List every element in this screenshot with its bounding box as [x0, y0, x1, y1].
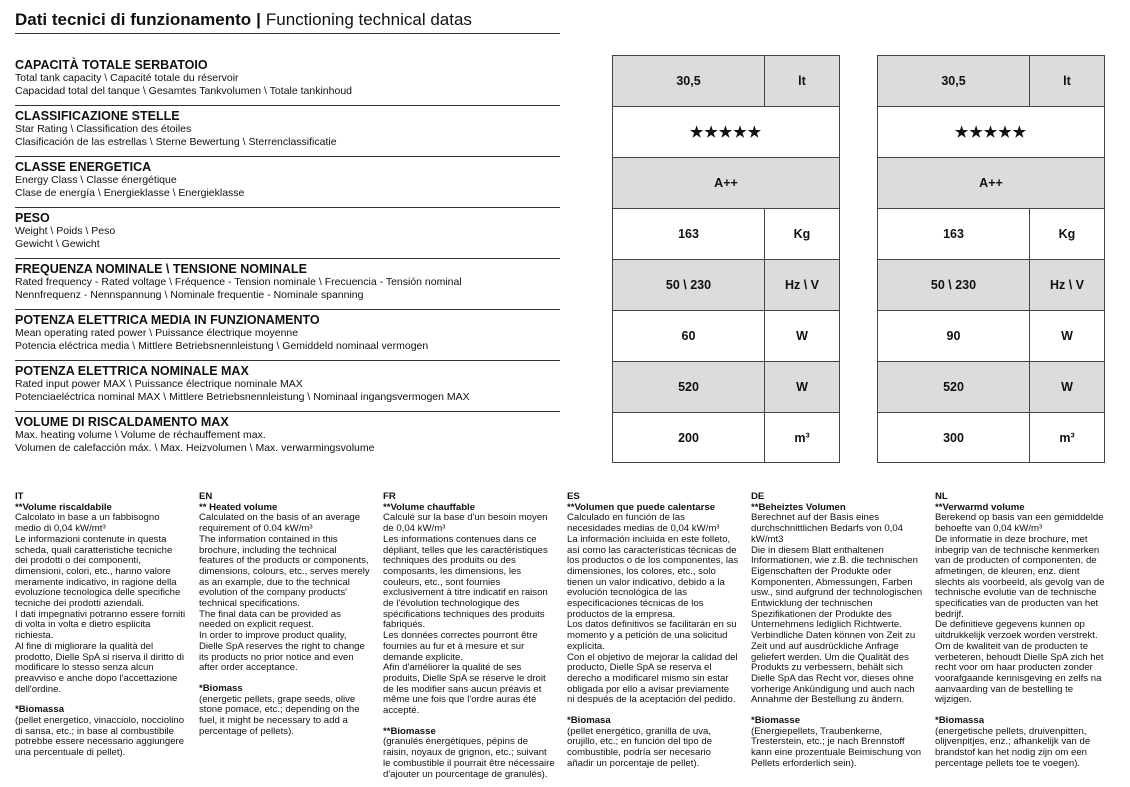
weight-unit: Kg: [764, 209, 839, 259]
note-body: Berekend op basis van een gemiddelde behoefte van 0,04 kW/m³ De informatie in deze brochure, met inbegrip van de technische kenmerken van de producten of componenten, de afmetingen, de kleuren, enz. dient slechts als voorbeeld, als gevolg van de technische evolutie van de technische specificaties van de producten van het bedrijf. De definitieve gegevens kunnen op uitdrukkelijk verzoek worden verstrekt. Om de kwaliteit van de producten te verbeteren, behoudt Dielle SpA zich het recht voor om haar producten zonder voorafgaande kennisgeving en zelfs na aanvaarding van de bestelling te wijzigen.: [935, 512, 1105, 706]
energy-class-value: A++: [979, 176, 1003, 190]
spec-title: PESO: [15, 211, 50, 225]
capacity-value: 30,5: [676, 74, 701, 88]
language-code: EN: [199, 491, 213, 502]
capacity-unit: lt: [1029, 56, 1104, 106]
weight-value: 163: [943, 227, 964, 241]
language-code: IT: [15, 491, 24, 502]
max-power-unit: W: [764, 362, 839, 412]
biomass-heading: **Biomasse: [383, 725, 436, 737]
spec-subtitle: Total tank capacity \ Capacité totale du réservoir: [15, 72, 239, 84]
spec-title: POTENZA ELETTRICA MEDIA IN FUNZIONAMENTO: [15, 313, 320, 327]
max-power-value: 520: [943, 380, 964, 394]
heating-volume-unit: m³: [764, 413, 839, 462]
language-code: DE: [751, 491, 765, 502]
mean-power-cell: [613, 311, 839, 362]
title-italian: Dati tecnici di funzionamento: [15, 10, 252, 29]
note-heading: **Volumen que puede calentarse: [567, 501, 716, 513]
notes-de: [751, 492, 923, 770]
capacity-cell: [878, 56, 1104, 107]
title-separator: |: [256, 10, 261, 29]
biomass-heading: *Biomasse: [751, 715, 801, 727]
frequency-voltage-unit: Hz \ V: [764, 260, 839, 310]
heating-volume-unit: m³: [1029, 413, 1104, 462]
spec-stars: [15, 106, 560, 157]
spec-subtitle: Clase de energía \ Energieklasse \ Energieklasse: [15, 186, 245, 199]
weight-value: 163: [678, 227, 699, 241]
heating-volume-value: 200: [678, 430, 699, 445]
max-power-cell: [878, 362, 1104, 413]
biomass-body: (energetische pellets, druivenpitten, olijvenpitjes, enz.; afhankelijk van de brandstof kan het nodig zijn om een percentage pellets toe te voegen).: [935, 725, 1091, 769]
capacity-unit: lt: [764, 56, 839, 106]
spec-subtitle: Energy Class \ Classe énergétique: [15, 174, 177, 186]
mean-power-cell: [878, 311, 1104, 362]
note-heading: **Volume chauffable: [383, 501, 476, 513]
weight-unit: Kg: [1029, 209, 1104, 259]
spec-title: CAPACITÀ TOTALE SERBATOIO: [15, 58, 208, 72]
notes-en: [199, 492, 371, 737]
title-english: Functioning technical datas: [265, 10, 472, 29]
energy-class-value: A++: [714, 176, 738, 190]
frequency-voltage-value: 50 \ 230: [930, 278, 977, 292]
spec-subtitle: Weight \ Poids \ Peso: [15, 225, 116, 237]
biomass-body: (pellet energetico, vinacciolo, nocciolino di sansa, etc.; in base al combustibile potrebbe essere necessario aggiungere una percentuale di pellet).: [15, 715, 185, 759]
mean-power-unit: W: [764, 311, 839, 361]
max-power-unit: W: [1029, 362, 1104, 412]
spec-subtitle: Capacidad total del tanque \ Gesamtes Tankvolumen \ Totale tankinhoud: [15, 84, 352, 97]
model-column-2: [877, 55, 1105, 463]
notes-nl: [935, 492, 1110, 770]
spec-subtitle: Potenciaeléctrica nominal MAX \ Mittlere Betriebsnennleistung \ Nominaal ingangsvermogen MAX: [15, 390, 470, 403]
spec-frequency-voltage: [15, 259, 560, 310]
note-body: Calcolato in base a un fabbisogno medio di 0,04 kW/mt³ Le informazioni contenute in questa scheda, quali caratteristiche tecniche dei prodotti o dei componenti, dimensioni, colori, etc., hanno valore meramente indicativo, in ragione della evoluzione tecnologica delle specifiche tecniche dei prodotti aziendali. I dati impegnativi potranno essere forniti di volta in volta e dietro esplicita richiesta. Al fine di migliorare la qualità del prodotto, Dielle SpA si riserva il diritto di modificare lo stesso senza alcun preavviso e anche dopo l'accettazione dell'ordine.: [15, 512, 186, 695]
notes-it: [15, 492, 187, 759]
biomass-body: (Energiepellets, Traubenkerne, Tresterstein, etc.; je nach Brennstoff kann eine prozentuale Beimischung von Pellets erforderlich sein).: [751, 725, 922, 769]
note-body: Calculated on the basis of an average requirement of 0.04 kW/m³ The information contained in this brochure, including the technical features of the products or components, dimensions, colours, etc., serves merely as an example, due to the technical evolution of the company products' technical specifications. The final data can be provided as needed on explicit request. In order to improve product quality, Dielle SpA reserves the right to change its products no prior notice and even after order acceptance.: [199, 512, 370, 674]
spec-title: CLASSIFICAZIONE STELLE: [15, 109, 180, 123]
capacity-value: 30,5: [941, 74, 966, 88]
page-title: [15, 10, 472, 30]
heating-volume-value: 300: [943, 430, 964, 445]
spec-subtitle: Rated frequency - Rated voltage \ Fréquence - Tension nominale \ Frecuencia - Tensión nominal: [15, 276, 462, 288]
frequency-voltage-cell: [613, 260, 839, 311]
star-rating: ★★★★★: [954, 124, 1028, 141]
note-heading: ** Heated volume: [199, 501, 278, 513]
note-body: Calculado en función de las necesidades medias de 0,04 kW/m³ La información incluida en este folleto, así como las características técnicas de los productos o de los componentes, las dimensiones, los colores, etc., solo tienen un valor indicativo, debido a la evolución tecnológica de las especificaciones técnicas de los productos de la empresa. Los datos definitivos se facilitarán en su momento y a petición de una solicitud explícita. Con el objetivo de mejorar la calidad del producto, Dielle SpA se reserva el derecho a modificarel mismo sin estar obligada por ello a avisar previamente ni después de la aceptación del pedido.: [567, 512, 739, 706]
spec-title: CLASSE ENERGETICA: [15, 160, 152, 174]
model-column-1: [612, 55, 840, 463]
note-body: Calculé sur la base d'un besoin moyen de 0,04 kW/m³ Les informations contenues dans ce dépliant, telles que les caractéristiques techniques des produits ou des composants, les dimensions, les couleurs, etc., sont fournies exclusivement à titre indicatif en raison de l'évolution technologique des spécifications techniques des produits fabriqués. Les données correctes pourront être fournies au fur et à mesure et sur demande explicite. Afin d'améliorer la qualité de ses produits, Dielle SpA se réserve le droit de les modifier sans aucun préavis et même une fois que l'ordre auras été accepté.: [383, 512, 548, 717]
heating-volume-cell: [878, 413, 1104, 462]
frequency-voltage-unit: Hz \ V: [1029, 260, 1104, 310]
stars-cell: [878, 107, 1104, 158]
max-power-value: 520: [678, 380, 699, 394]
notes-es: [567, 492, 739, 770]
capacity-cell: [613, 56, 839, 107]
biomass-heading: *Biomassa: [15, 704, 65, 716]
spec-weight: [15, 208, 560, 259]
language-code: FR: [383, 491, 396, 502]
spec-subtitle: Max. heating volume \ Volume de réchauffement max.: [15, 429, 266, 441]
spec-subtitle: Nennfrequenz - Nennspannung \ Nominale frequentie - Nominale spanning: [15, 288, 364, 301]
note-heading: **Beheiztes Volumen: [751, 501, 846, 513]
note-heading: **Verwarmd volume: [935, 501, 1025, 513]
spec-subtitle: Star Rating \ Classification des étoiles: [15, 123, 192, 135]
biomass-body: (pellet energético, granilla de uva, orujillo, etc.; en función del tipo de combustible, podría ser necesario añadir un porcentaje de pellet).: [567, 725, 713, 769]
spec-subtitle: Volumen de calefacción máx. \ Max. Heizvolumen \ Max. verwarmingsvolume: [15, 441, 375, 454]
spec-subtitle: Mean operating rated power \ Puissance électrique moyenne: [15, 327, 299, 339]
stars-cell: [613, 107, 839, 158]
star-rating: ★★★★★: [689, 124, 763, 141]
spec-subtitle: Clasificación de las estrellas \ Sterne Bewertung \ Sterrenclassificatie: [15, 135, 337, 148]
weight-cell: [878, 209, 1104, 260]
mean-power-unit: W: [1029, 311, 1104, 361]
spec-subtitle: Rated input power MAX \ Puissance électrique nominale MAX: [15, 378, 303, 390]
note-body: Berechnet auf der Basis eines durchschnittlichen Bedarfs von 0,04 kW/mt3 Die in diesem Blatt enthaltenen Informationen, wie z.B. die technischen Eigenschaften der Produkte oder Komponenten, Abmessungen, Farben usw., sind aufgrund der technologischen Entwicklung der technischen Spezifikationen der Produkte des Unternehmens lediglich Richtwerte. Verbindliche Daten können von Zeit zu Zeit und auf ausdrückliche Anfrage geliefert werden. Um die Qualität des Produkts zu verbessern, behält sich Dielle SpA das Recht vor, dieses ohne vorherige Ankündigung und auch nach Annahme der Bestellung zu ändern.: [751, 512, 923, 706]
mean-power-value: 90: [946, 329, 961, 343]
biomass-body: (granulés énergétiques, pépins de raisin, noyaux de grignon, etc.; suivant le combustible il pourrait être nécessaire d'ajouter un pourcentage de granulés).: [383, 736, 555, 780]
spec-energy-class: [15, 157, 560, 208]
spec-capacity: [15, 55, 560, 106]
biomass-heading: *Biomasa: [567, 715, 611, 727]
header-divider: [15, 33, 560, 34]
frequency-voltage-cell: [878, 260, 1104, 311]
spec-max-power: [15, 361, 560, 412]
note-heading: **Volume riscaldabile: [15, 501, 112, 513]
spec-mean-power: [15, 310, 560, 361]
notes-fr: [383, 492, 555, 780]
frequency-voltage-value: 50 \ 230: [665, 278, 712, 292]
mean-power-value: 60: [681, 329, 696, 343]
heating-volume-cell: [613, 413, 839, 462]
spec-heating-volume: [15, 412, 560, 463]
spec-subtitle: Gewicht \ Gewicht: [15, 237, 100, 250]
weight-cell: [613, 209, 839, 260]
energy-class-cell: [613, 158, 839, 209]
language-code: ES: [567, 491, 580, 502]
biomass-body: (energetic pellets, grape seeds, olive stone pomace, etc.; depending on the fuel, it might be necessary to add a percentage of pellets).: [199, 693, 360, 737]
energy-class-cell: [878, 158, 1104, 209]
language-code: NL: [935, 491, 948, 502]
spec-subtitle: Potencia eléctrica media \ Mittlere Betriebsnennleistung \ Gemiddeld nominaal vermogen: [15, 339, 429, 352]
max-power-cell: [613, 362, 839, 413]
spec-title: VOLUME DI RISCALDAMENTO MAX: [15, 415, 229, 429]
spec-title: FREQUENZA NOMINALE \ TENSIONE NOMINALE: [15, 262, 307, 276]
biomass-heading: *Biomassa: [935, 715, 985, 727]
spec-title: POTENZA ELETTRICA NOMINALE MAX: [15, 364, 249, 378]
biomass-heading: *Biomass: [199, 682, 243, 694]
